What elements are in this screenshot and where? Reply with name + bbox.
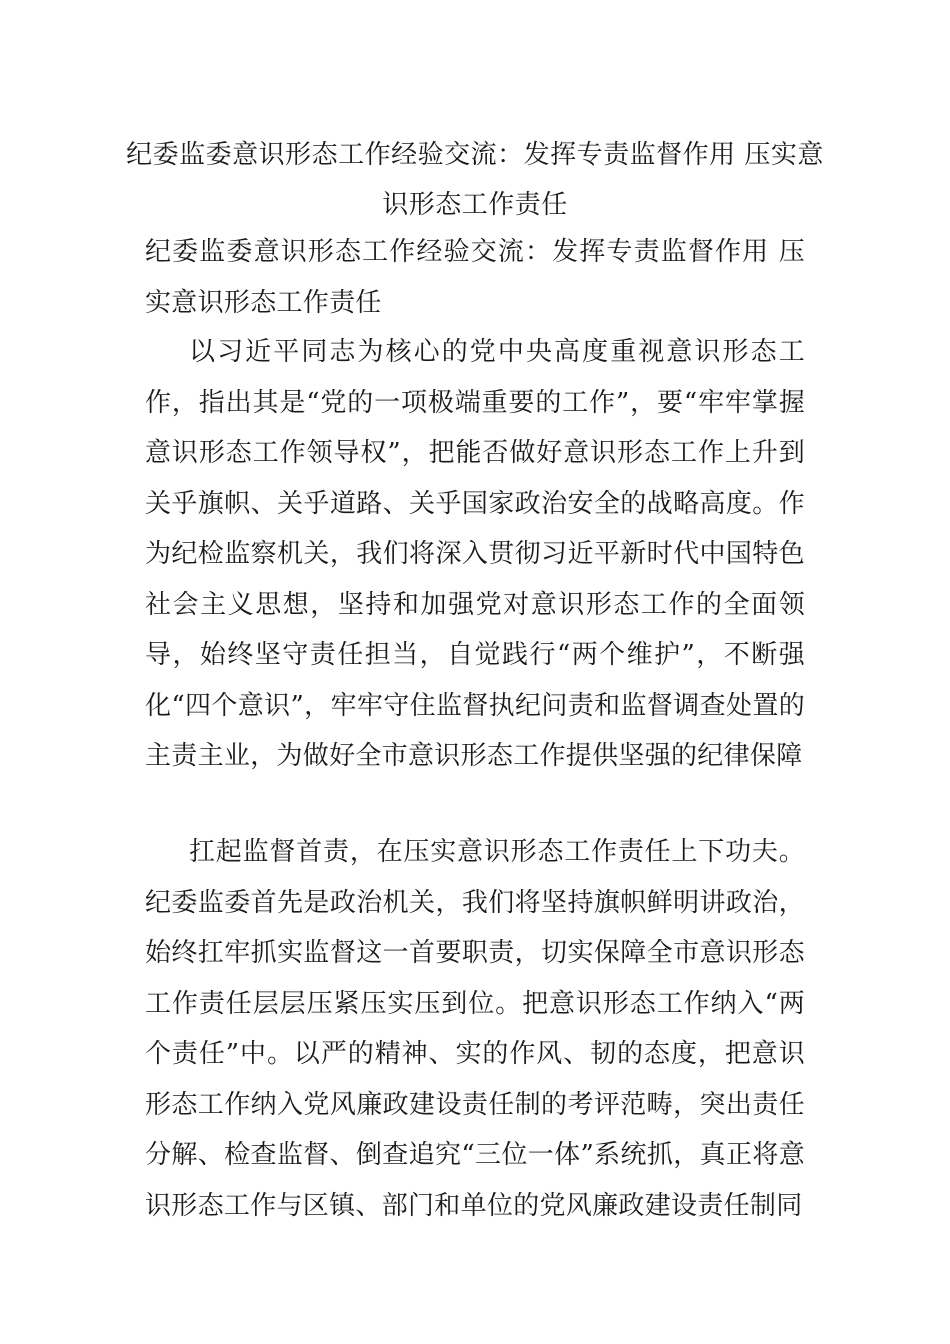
document-subtitle: 纪委监委意识形态工作经验交流：发挥专责监督作用 压实意识形态工作责任 [145, 237, 805, 318]
document-title: 纪委监委意识形态工作经验交流：发挥专责监督作用 压实意识形态工作责任 [126, 140, 824, 220]
paragraph-2: 扛起监督首责，在压实意识形态工作责任上下功夫。纪委监委首先是政治机关，我们将坚持旗帜鲜明讲政治，始终扛牢抓实监督这一首要职责，切实保障全市意识形态工作责任层层压紧压实压到位。把意识形态工作纳入“两个责任”中。以严的精神、实的作风、韧的态度，把意识形态工作纳入党风廉政建设责任制的考评范畴，突出责任分解、检查监督、倒查追究“三位一体”系统抓，真正将意识形态工作与区镇、部门和单位的党风廉政建设责任制同 [145, 837, 805, 1221]
paragraph-1: 以习近平同志为核心的党中央高度重视意识形态工作，指出其是“党的一项极端重要的工作”，要“牢牢掌握意识形态工作领导权”，把能否做好意识形态工作上升到关乎旗帜、关乎道路、关乎国家政治安全的战略高度。作为纪检监察机关，我们将深入贯彻习近平新时代中国特色社会主义思想，坚持和加强党对意识形态工作的全面领导，始终坚守责任担当，自觉践行“两个维护”，不断强化“四个意识”，牢牢守住监督执纪问责和监督调查处置的主责主业，为做好全市意识形态工作提供坚强的纪律保障 [145, 337, 805, 771]
